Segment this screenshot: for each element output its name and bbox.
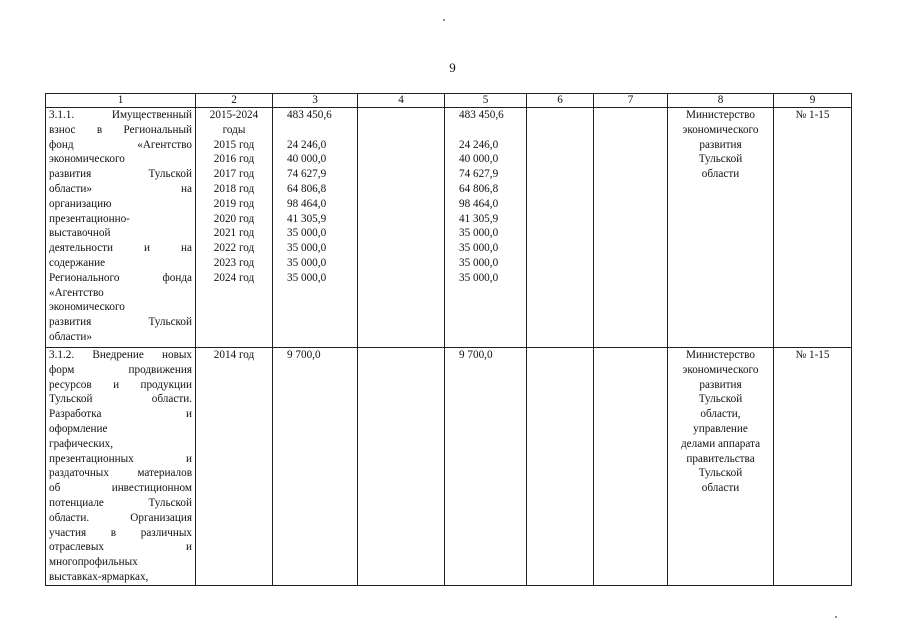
header-row [46, 94, 852, 108]
description-line: выставках-ярмарках, [49, 570, 149, 583]
period-line: 2024 год [213, 271, 255, 284]
column-4-cell [358, 348, 445, 586]
amount-value: 24 246,0 [459, 138, 499, 151]
amount-value: 35 000,0 [459, 256, 499, 269]
amount-value: 483 450,6 [287, 109, 332, 121]
table-row [46, 108, 852, 348]
scan-speck [443, 19, 445, 21]
header-cell-4: 4 [358, 94, 445, 108]
amount-value: 74 627,9 [459, 168, 499, 181]
description-line: форм продвижения [49, 363, 192, 376]
header-cell-3: 3 [273, 94, 358, 108]
period-line: 2018 год [213, 182, 255, 195]
amount-value: 64 806,8 [459, 182, 499, 195]
period-line: 2015-2024 [209, 109, 259, 121]
description-line: содержание [49, 256, 106, 269]
responsible-line: правительства [686, 452, 755, 465]
amount-value [459, 123, 523, 138]
amount-value: 74 627,9 [287, 168, 327, 181]
header-cell-5: 5 [445, 94, 527, 108]
page-number: 9 [449, 60, 456, 75]
responsible-cell [668, 108, 774, 348]
period-line: 2019 год [213, 197, 255, 210]
period-line: 2015 год [213, 138, 255, 151]
responsible-line: Министерство [686, 349, 755, 361]
column-7-cell [594, 348, 668, 586]
description-line: многопрофильных [49, 556, 138, 569]
amount-value: 98 464,0 [287, 197, 327, 210]
responsible-line: области [701, 482, 740, 495]
amount-value: 40 000,0 [287, 153, 327, 166]
description-line: графических, [49, 437, 114, 450]
indicator-cell: № 1-15 [774, 108, 852, 348]
header-cell-2: 2 [196, 94, 273, 108]
description-line: экономического [49, 153, 125, 166]
column-7-cell [594, 108, 668, 348]
description-line: 3.1.2. Внедрение новых [49, 349, 192, 361]
total-funding-cell [273, 108, 358, 348]
amount-value: 35 000,0 [459, 271, 499, 284]
period-line: 2021 год [213, 227, 255, 240]
description-line: участия в различных [49, 526, 192, 539]
header-cell-7: 7 [594, 94, 668, 108]
description-line: области» на [49, 182, 192, 195]
period-line: 2017 год [213, 168, 255, 181]
responsible-line: делами аппарата [680, 437, 761, 450]
column-6-cell [527, 108, 594, 348]
amount-value: 40 000,0 [459, 153, 499, 166]
period-cell [196, 348, 273, 586]
description-line: об инвестиционном [49, 482, 192, 495]
responsible-line: Тульской [698, 393, 743, 406]
description-line: взнос в Региональный [49, 123, 192, 136]
responsible-line: экономического [682, 123, 759, 136]
description-line: организацию [49, 197, 112, 210]
period-line: 2022 год [213, 242, 255, 255]
amount-value: 35 000,0 [287, 242, 327, 255]
header-cell-9: 9 [774, 94, 852, 108]
measure-description-cell [46, 348, 196, 586]
column-5-cell [445, 108, 527, 348]
responsible-line: развития [699, 378, 742, 391]
description-line: развития Тульской [49, 316, 192, 329]
description-line: раздаточных материалов [49, 467, 192, 480]
description-line: «Агентство [49, 286, 104, 299]
amount-value: 41 305,9 [287, 212, 327, 225]
amount-value: 483 450,6 [459, 109, 504, 121]
description-line: области» [49, 330, 92, 343]
description-line: потенциале Тульской [49, 496, 192, 509]
amount-value: 9 700,0 [287, 349, 321, 361]
column-5-cell [445, 348, 527, 586]
responsible-line: Тульской [698, 153, 743, 166]
amount-value: 9 700,0 [459, 349, 493, 361]
scan-speck [835, 616, 837, 618]
amount-value: 98 464,0 [459, 197, 499, 210]
amount-value: 35 000,0 [287, 227, 327, 240]
description-line: экономического [49, 301, 125, 314]
responsible-line: Тульской [698, 467, 743, 480]
total-funding-cell [273, 348, 358, 586]
responsible-cell [668, 348, 774, 586]
table-row [46, 348, 852, 586]
measure-description-cell [46, 108, 196, 348]
description-line: выставочной [49, 227, 111, 240]
period-cell [196, 108, 273, 348]
column-6-cell [527, 348, 594, 586]
header-cell-6: 6 [527, 94, 594, 108]
header-cell-1: 1 [46, 94, 196, 108]
period-line: 2020 год [213, 212, 255, 225]
responsible-line: развития [699, 138, 742, 151]
description-line: презентационных и [49, 452, 192, 465]
period-line: 2023 год [213, 256, 255, 269]
description-line: фонд «Агентство [49, 138, 192, 151]
amount-value: 35 000,0 [459, 227, 499, 240]
responsible-line: управление [693, 422, 748, 435]
description-line: ресурсов и продукции [49, 378, 192, 391]
indicator-cell: № 1-15 [774, 348, 852, 586]
amount-value: 41 305,9 [459, 212, 499, 225]
responsible-line: экономического [682, 363, 759, 376]
amount-value: 35 000,0 [459, 242, 499, 255]
description-line: оформление [49, 422, 108, 435]
amount-value: 35 000,0 [287, 271, 327, 284]
responsible-line: области [701, 168, 740, 181]
amount-value: 64 806,8 [287, 182, 327, 195]
period-line: 2016 год [213, 153, 255, 166]
description-line: отраслевых и [49, 541, 192, 554]
description-line: 3.1.1. Имущественный [49, 109, 192, 121]
description-line: презентационно- [49, 212, 130, 225]
header-cell-8: 8 [668, 94, 774, 108]
amount-value: 24 246,0 [287, 138, 327, 151]
description-line: Разработка и [49, 408, 192, 421]
period-line: годы [222, 123, 246, 136]
amount-value [287, 123, 354, 138]
description-line: Тульской области. [49, 393, 192, 406]
column-4-cell [358, 108, 445, 348]
program-table [45, 93, 852, 586]
description-line: Регионального фонда [49, 271, 192, 284]
description-line: развития Тульской [49, 168, 192, 181]
amount-value: 35 000,0 [287, 256, 327, 269]
period-line: 2014 год [213, 349, 255, 361]
description-line: деятельности и на [49, 242, 192, 255]
responsible-line: Министерство [686, 109, 755, 121]
responsible-line: области, [700, 408, 741, 421]
description-line: области. Организация [49, 511, 192, 524]
